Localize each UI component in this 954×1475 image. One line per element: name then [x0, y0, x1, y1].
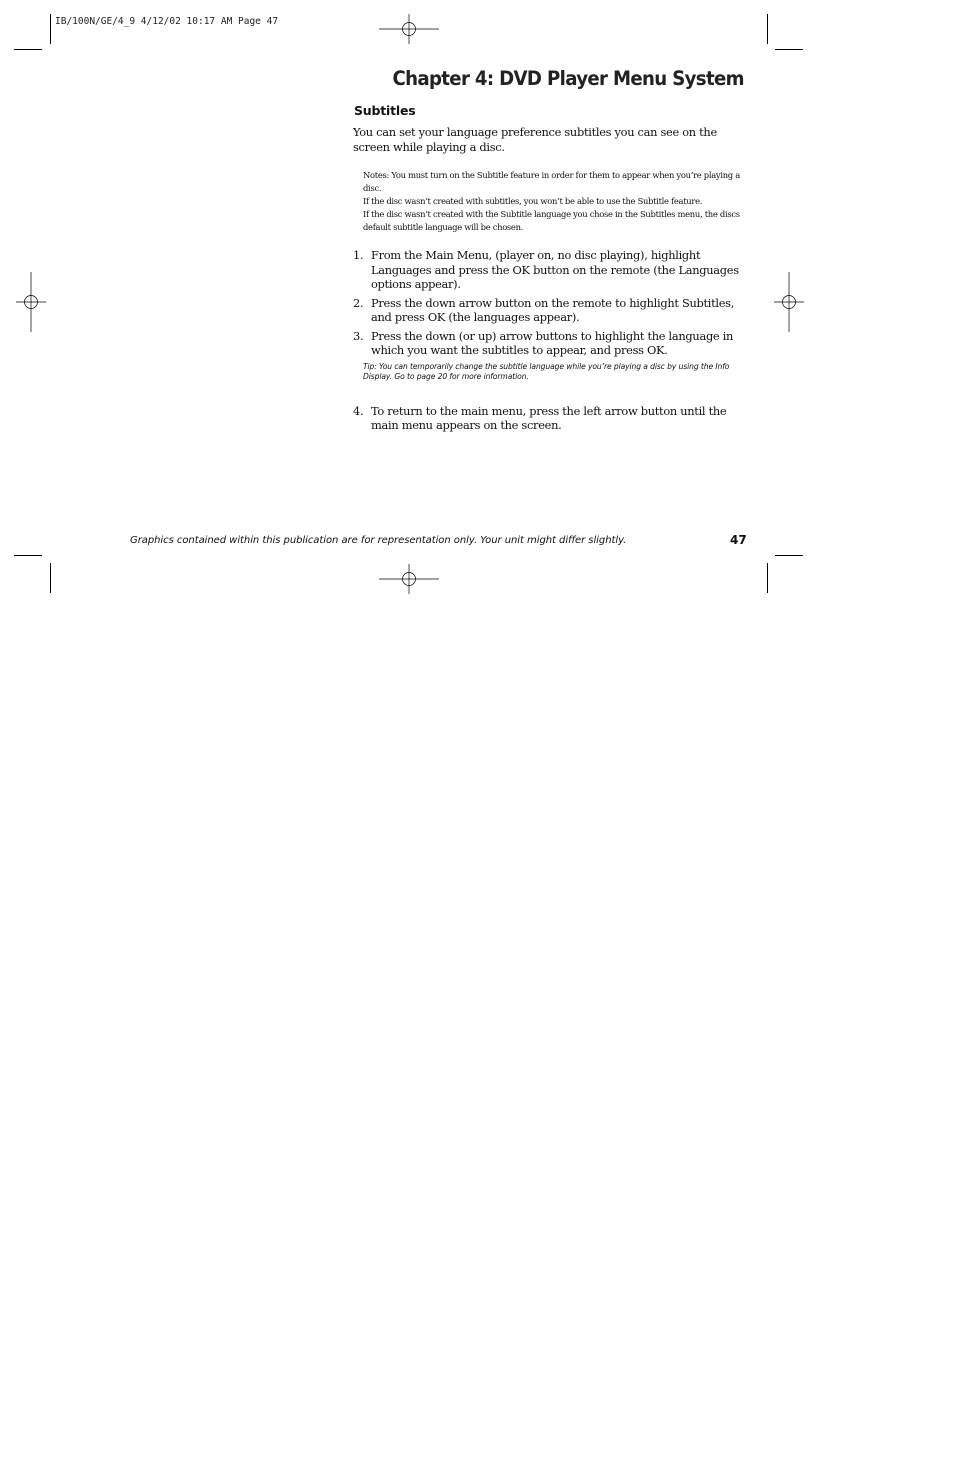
- crop-mark: [14, 555, 42, 556]
- notes-block: [363, 169, 745, 234]
- list-item: [353, 248, 745, 292]
- step-number: 3.: [353, 328, 364, 343]
- section-heading: Subtitles: [354, 103, 416, 118]
- list-item: [353, 296, 745, 325]
- subtitles-section: [353, 103, 745, 437]
- crop-mark: [767, 563, 768, 593]
- note-line: If the disc wasn’t created with subtitles, you won’t be able to use the Subtitle feature.: [363, 196, 703, 206]
- step-text: Press the down arrow button on the remote to highlight Subtitles, and press OK (the languages appear).: [371, 295, 735, 324]
- page-number: 47: [730, 533, 747, 547]
- crop-mark: [14, 49, 42, 50]
- tip-note: Tip: You can temporarily change the subtitle language while you’re playing a disc by using the Info Display. Go to page 20 for more information.: [363, 361, 730, 381]
- step-number: 4.: [353, 403, 364, 418]
- registration-mark-icon: [379, 564, 439, 594]
- registration-mark-icon: [16, 272, 46, 332]
- crop-mark: [767, 14, 768, 44]
- footer-disclaimer: Graphics contained within this publication are for representation only. Your unit might differ slightly.: [130, 535, 627, 546]
- crop-mark: [775, 555, 803, 556]
- step-number: 2.: [353, 295, 364, 310]
- crop-mark: [50, 563, 51, 593]
- list-item: [353, 329, 745, 358]
- registration-mark-icon: [774, 272, 804, 332]
- print-slug: IB/100N/GE/4_9 4/12/02 10:17 AM Page 47: [55, 16, 279, 27]
- step-text: Press the down (or up) arrow buttons to highlight the language in which you want the subtitles to appear, and press OK.: [371, 328, 734, 357]
- registration-mark-icon: [379, 14, 439, 44]
- chapter-title: Chapter 4: DVD Player Menu System: [392, 67, 744, 90]
- note-line: If the disc wasn’t created with the Subtitle language you chose in the Subtitles menu, the discs default subtitle language will be chosen.: [363, 209, 740, 232]
- step-text: To return to the main menu, press the left arrow button until the main menu appears on the screen.: [371, 403, 727, 432]
- crop-mark: [50, 14, 51, 44]
- crop-mark: [775, 49, 803, 50]
- note-line: Notes: You must turn on the Subtitle feature in order for them to appear when you’re playing a disc.: [363, 170, 740, 193]
- list-item: [353, 404, 745, 433]
- intro-paragraph: You can set your language preference subtitles you can see on the screen while playing a disc.: [353, 125, 717, 154]
- step-number: 1.: [353, 248, 364, 262]
- steps-list: [353, 248, 745, 358]
- step-text: From the Main Menu, (player on, no disc playing), highlight Languages and press the OK button on the remote (the Languages options appear).: [371, 248, 739, 291]
